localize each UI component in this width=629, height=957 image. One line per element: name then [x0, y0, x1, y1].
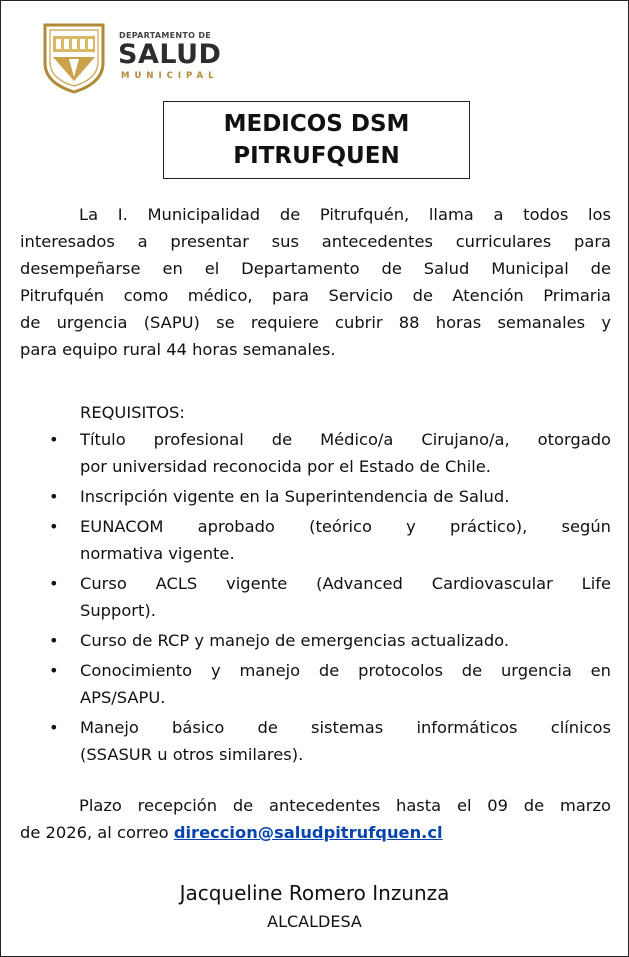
intro-line: interesados a presentar sus antecedentes curriculares para — [20, 232, 611, 251]
bullet-icon: • — [49, 718, 59, 737]
list-item — [1, 627, 611, 654]
list-item-text: (SSASUR u otros similares). — [80, 745, 304, 764]
deadline-line-2 — [20, 819, 611, 846]
list-item-text: Manejo básico de sistemas informáticos clínicos — [80, 718, 611, 737]
deadline-prefix: de 2026, al correo — [20, 823, 174, 842]
email-link[interactable]: direccion@saludpitrufquen.cl — [173, 823, 443, 842]
deadline-line: Plazo recepción de antecedentes hasta el 09 de marzo — [79, 796, 611, 815]
bullet-icon: • — [49, 631, 59, 650]
list-item — [1, 513, 611, 567]
list-item-text: Curso ACLS vigente (Advanced Cardiovascular Life — [80, 574, 611, 593]
list-item-text: EUNACOM aprobado (teórico y práctico), según — [80, 517, 611, 536]
list-item-text: por universidad reconocida por el Estado de Chile. — [80, 457, 491, 476]
bullet-icon: • — [49, 574, 59, 593]
bullet-icon: • — [49, 487, 59, 506]
list-item — [1, 714, 611, 768]
deadline-paragraph — [20, 792, 611, 846]
list-item — [1, 426, 611, 480]
list-item — [1, 570, 611, 624]
bullet-icon: • — [49, 661, 59, 680]
list-item — [1, 483, 611, 510]
list-item-text: Conocimiento y manejo de protocolos de urgencia en — [80, 661, 611, 680]
intro-line: de urgencia (SAPU) se requiere cubrir 88 horas semanales y — [20, 313, 611, 332]
logo-sub-text: MUNICIPAL — [121, 71, 219, 81]
logo-main-text: SALUD — [118, 39, 222, 70]
requirements-heading: REQUISITOS: — [80, 403, 185, 422]
bullet-icon: • — [49, 517, 59, 536]
list-item-text: Inscripción vigente en la Superintendencia de Salud. — [80, 487, 510, 506]
list-item-text: normativa vigente. — [80, 544, 235, 563]
list-item — [1, 657, 611, 711]
title-line-1: MEDICOS DSM — [223, 111, 410, 137]
intro-paragraph — [20, 201, 611, 363]
intro-line: La I. Municipalidad de Pitrufquén, llama a todos los — [79, 205, 611, 224]
shield-emblem-icon — [39, 19, 109, 95]
signature-role: ALCALDESA — [267, 912, 362, 931]
logo-top-text: DEPARTAMENTO DE — [119, 31, 212, 40]
intro-line: para equipo rural 44 horas semanales. — [20, 340, 336, 359]
list-item-text: Curso de RCP y manejo de emergencias actualizado. — [80, 631, 510, 650]
intro-line: desempeñarse en el Departamento de Salud Municipal de — [20, 259, 611, 278]
list-item-text: APS/SAPU. — [80, 688, 166, 707]
list-item-text: Título profesional de Médico/a Cirujano/a, otorgado — [80, 430, 611, 449]
bullet-icon: • — [49, 430, 59, 449]
requirements-list — [1, 426, 611, 771]
title-box — [163, 101, 470, 179]
title-line-2: PITRUFQUEN — [233, 143, 400, 169]
list-item-text: Support). — [80, 601, 156, 620]
intro-line: Pitrufquén como médico, para Servicio de Atención Primaria — [20, 286, 611, 305]
department-logo — [39, 19, 229, 95]
signature-name: Jacqueline Romero Inzunza — [179, 881, 450, 905]
